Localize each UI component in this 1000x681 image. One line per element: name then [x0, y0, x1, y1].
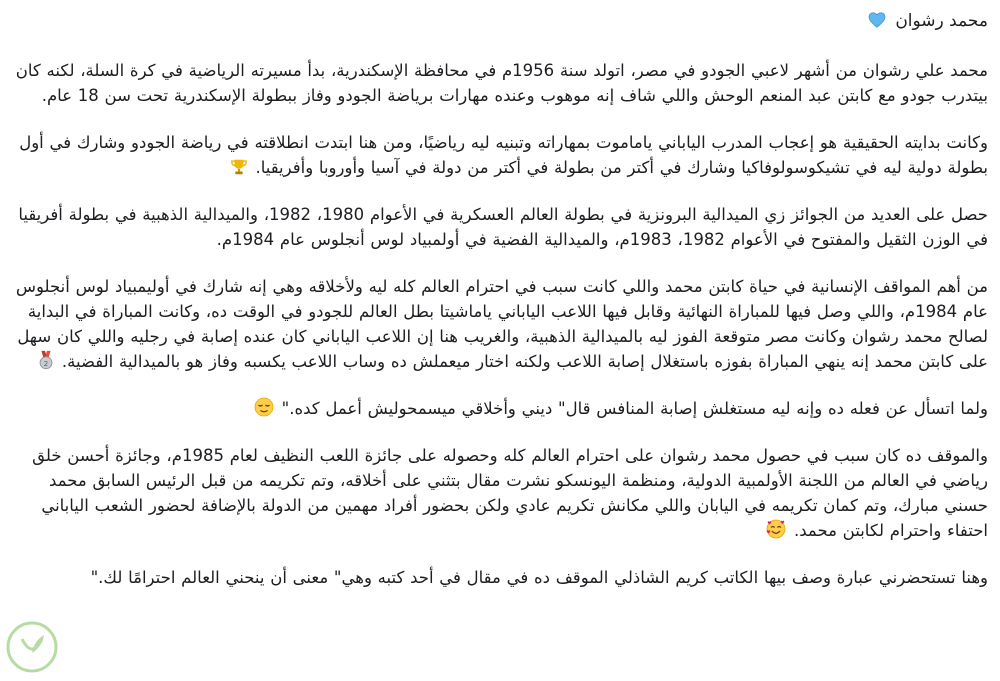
post-title-line	[14, 6, 988, 36]
silver-medal-icon	[38, 350, 54, 370]
watermark-logo	[4, 619, 60, 679]
post-title: محمد رشوان	[895, 11, 988, 31]
paragraph-2	[14, 130, 988, 180]
paragraph-3	[14, 202, 988, 252]
blue-heart-icon	[868, 12, 886, 28]
paragraph-4-text: من أهم المواقف الإنسانية في حياة كابتن محمد واللي كانت سبب في احترام العالم كله ليه ولأخلاقه وهي إنه شارك في أوليمبياد لوس أنجلوس عام 1984م، واللي وصل فيها للمباراة النهائية وقابل فيها اللاعب الياباني ياماشيتا بطل العالم للجودو في الوقت ده، وكانت المباراة في البداية لصالح محمد رشوان وكانت مصر متوقعة الفوز ليه بالميدالية الذهبية، والغريب هنا إن اللاعب الياباني كان عنده إصابة في رجليه واللي كان سهل على كابتن محمد إنه ينهي المباراة بفوزه باستغلال إصابة اللاعب ولكنه اختار ميعملش ده وساب اللاعب يكسبه وفاز هو بالميدالية الفضية.	[15, 277, 988, 371]
relieved-face-icon	[254, 397, 274, 417]
paragraph-4	[14, 274, 988, 374]
paragraph-5	[14, 396, 988, 421]
paragraph-3-text: حصل على العديد من الجوائز زي الميدالية البرونزية في بطولة العالم العسكرية في الأعوام 1980، 1982، والميدالية الذهبية في بطولة أفريقيا في الوزن الثقيل والمفتوح في الأعوام 1982، 1983م، والميدالية الفضية في أولمبياد لوس أنجلوس عام 1984م.	[18, 205, 988, 249]
paragraph-7-text: وهنا تستحضرني عبارة وصف بيها الكاتب كريم الشاذلي الموقف ده في مقال في أحد كتبه وهي" معنى أن ينحني العالم احترامًا لك."	[90, 568, 988, 587]
paragraph-5-text: ولما اتسأل عن فعله ده وإنه ليه مستغلش إصابة المنافس قال" ديني وأخلاقي ميسمحوليش أعمل كده."	[281, 399, 988, 418]
paragraph-2-text: وكانت بدايته الحقيقية هو إعجاب المدرب الياباني ياماموت بمهاراته وتبنيه ليه رياضيًا، ومن هنا ابتدت انطلاقته في رياضة الجودو وشارك في أول بطولة دولية ليه في تشيكوسولوفاكيا وشارك في أكتر من بطولة في أكتر من دولة في آسيا وأوروبا وأفريقيا.	[19, 133, 988, 177]
svg-text:2: 2	[43, 358, 49, 368]
smiling-face-with-hearts-icon	[766, 519, 786, 539]
paragraph-1	[14, 58, 988, 108]
paragraph-6	[14, 443, 988, 543]
paragraph-7	[14, 565, 988, 590]
paragraph-6-text: والموقف ده كان سبب في حصول محمد رشوان على احترام العالم كله وحصوله على جائزة اللعب النظيف لعام 1985م، وجائزة أحسن خلق رياضي في العالم من اللجنة الأولمبية الدولية، ومنظمة اليونسكو نشرت مقال بتثني على أخلاقه، وتم تكريمه من قبل الرئيس السابق محمد حسني مبارك، وتم كمان تكريمه في اليابان واللي مكانش تكريم عادي ولكن بحضور أفراد مهمين من الدولة بالإضافة لحضور الشعب الياباني احتفاء واحترام لكابتن محمد.	[32, 446, 988, 540]
paragraph-1-text: محمد علي رشوان من أشهر لاعبي الجودو في مصر، اتولد سنة 1956م في محافظة الإسكندرية، بدأ مسيرته الرياضية في كرة السلة، لكنه كان بيتدرب جودو مع كابتن عبد المنعم الوحش واللي شاف إنه موهوب وعنده مهارات برياضة الجودو وفاز ببطولة الإسكندرية تحت سن 18 عام.	[15, 61, 988, 105]
trophy-icon	[230, 158, 248, 176]
